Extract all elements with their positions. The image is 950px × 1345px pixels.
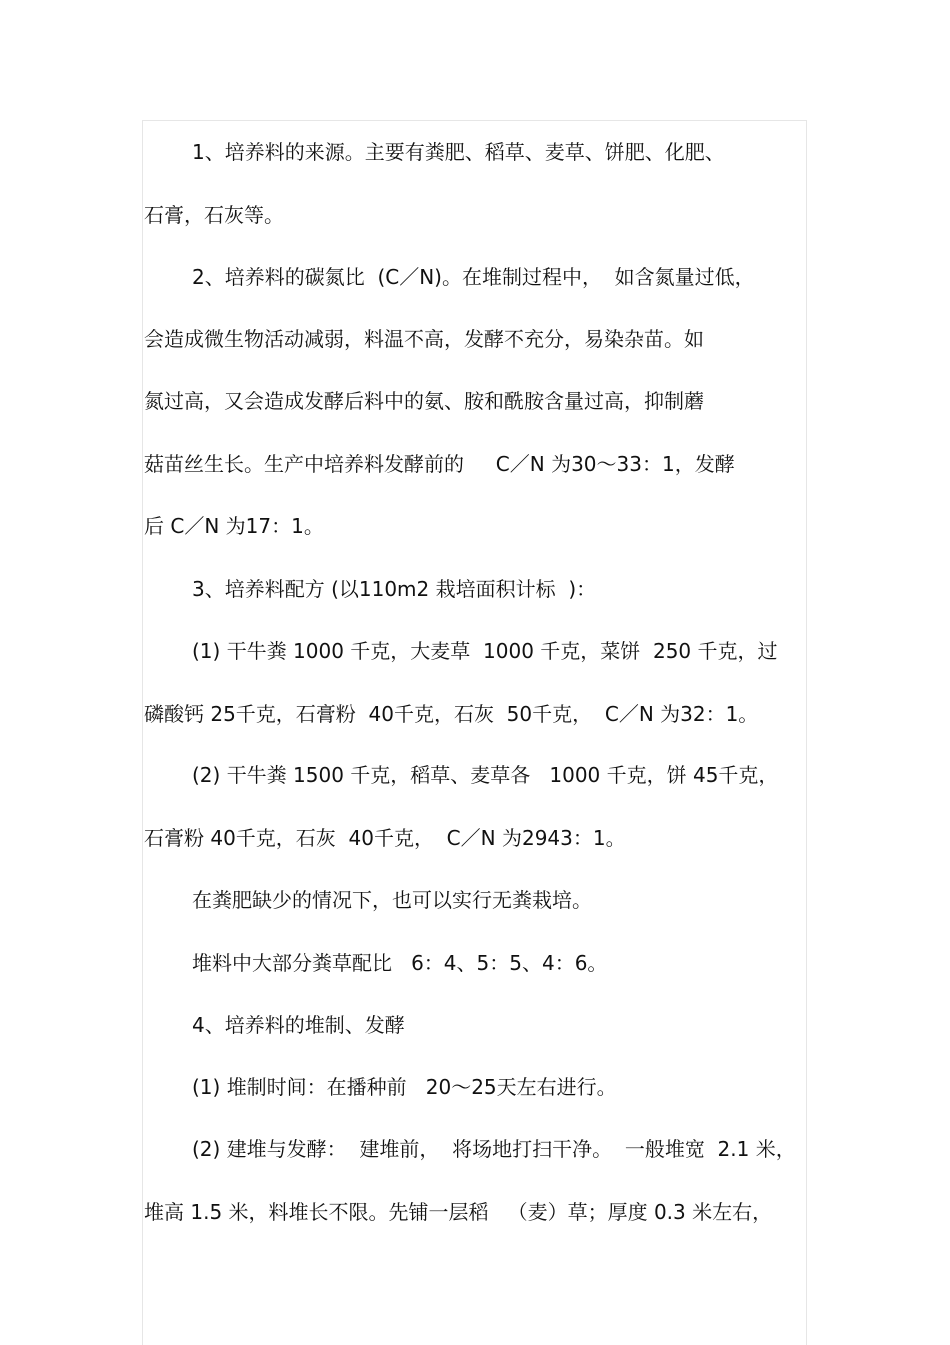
paragraph-line-18: 堆高 1.5 米，料堆长不限。先铺一层稻 （麦）草；厚度 0.3 米左右， xyxy=(144,1200,773,1224)
paragraph-line-11: (2) 干牛粪 1500 千克，稻草、麦草各 1000 千克，饼 45千克， xyxy=(192,763,779,787)
paragraph-line-16: (1) 堆制时间：在播种前 20～25天左右进行。 xyxy=(192,1075,617,1099)
paragraph-line-2: 石膏，石灰等。 xyxy=(144,203,284,227)
paragraph-line-13: 在粪肥缺少的情况下，也可以实行无粪栽培。 xyxy=(192,888,592,912)
paragraph-line-1: 1、培养料的来源。主要有粪肥、稻草、麦草、饼肥、化肥、 xyxy=(192,140,725,164)
paragraph-line-14: 堆料中大部分粪草配比 6：4、5：5、4：6。 xyxy=(192,951,608,975)
paragraph-line-8: 3、培养料配方 (以110m2 栽培面积计标 )： xyxy=(192,577,597,601)
paragraph-line-17: (2) 建堆与发酵： 建堆前， 将场地打扫干净。 一般堆宽 2.1 米， xyxy=(192,1137,796,1161)
paragraph-line-6: 菇苗丝生长。生产中培养料发酵前的 C／N 为30～33：1，发酵 xyxy=(144,452,735,476)
paragraph-line-9: (1) 干牛粪 1000 千克，大麦草 1000 千克，菜饼 250 千克，过 xyxy=(192,639,778,663)
paragraph-line-4: 会造成微生物活动减弱，料温不高，发酵不充分，易染杂苗。如 xyxy=(144,327,704,351)
paragraph-line-10: 磷酸钙 25千克，石膏粉 40千克，石灰 50千克， C／N 为32：1。 xyxy=(144,702,759,726)
paragraph-line-5: 氮过高，又会造成发酵后料中的氨、胺和酰胺含量过高，抑制蘑 xyxy=(144,389,704,413)
paragraph-line-15: 4、培养料的堆制、发酵 xyxy=(192,1013,405,1037)
paragraph-line-3: 2、培养料的碳氮比 (C／N)。在堆制过程中， 如含氮量过低， xyxy=(192,265,755,289)
paragraph-line-12: 石膏粉 40千克，石灰 40千克， C／N 为2943：1。 xyxy=(144,826,626,850)
paragraph-line-7: 后 C／N 为17：1。 xyxy=(144,514,324,538)
